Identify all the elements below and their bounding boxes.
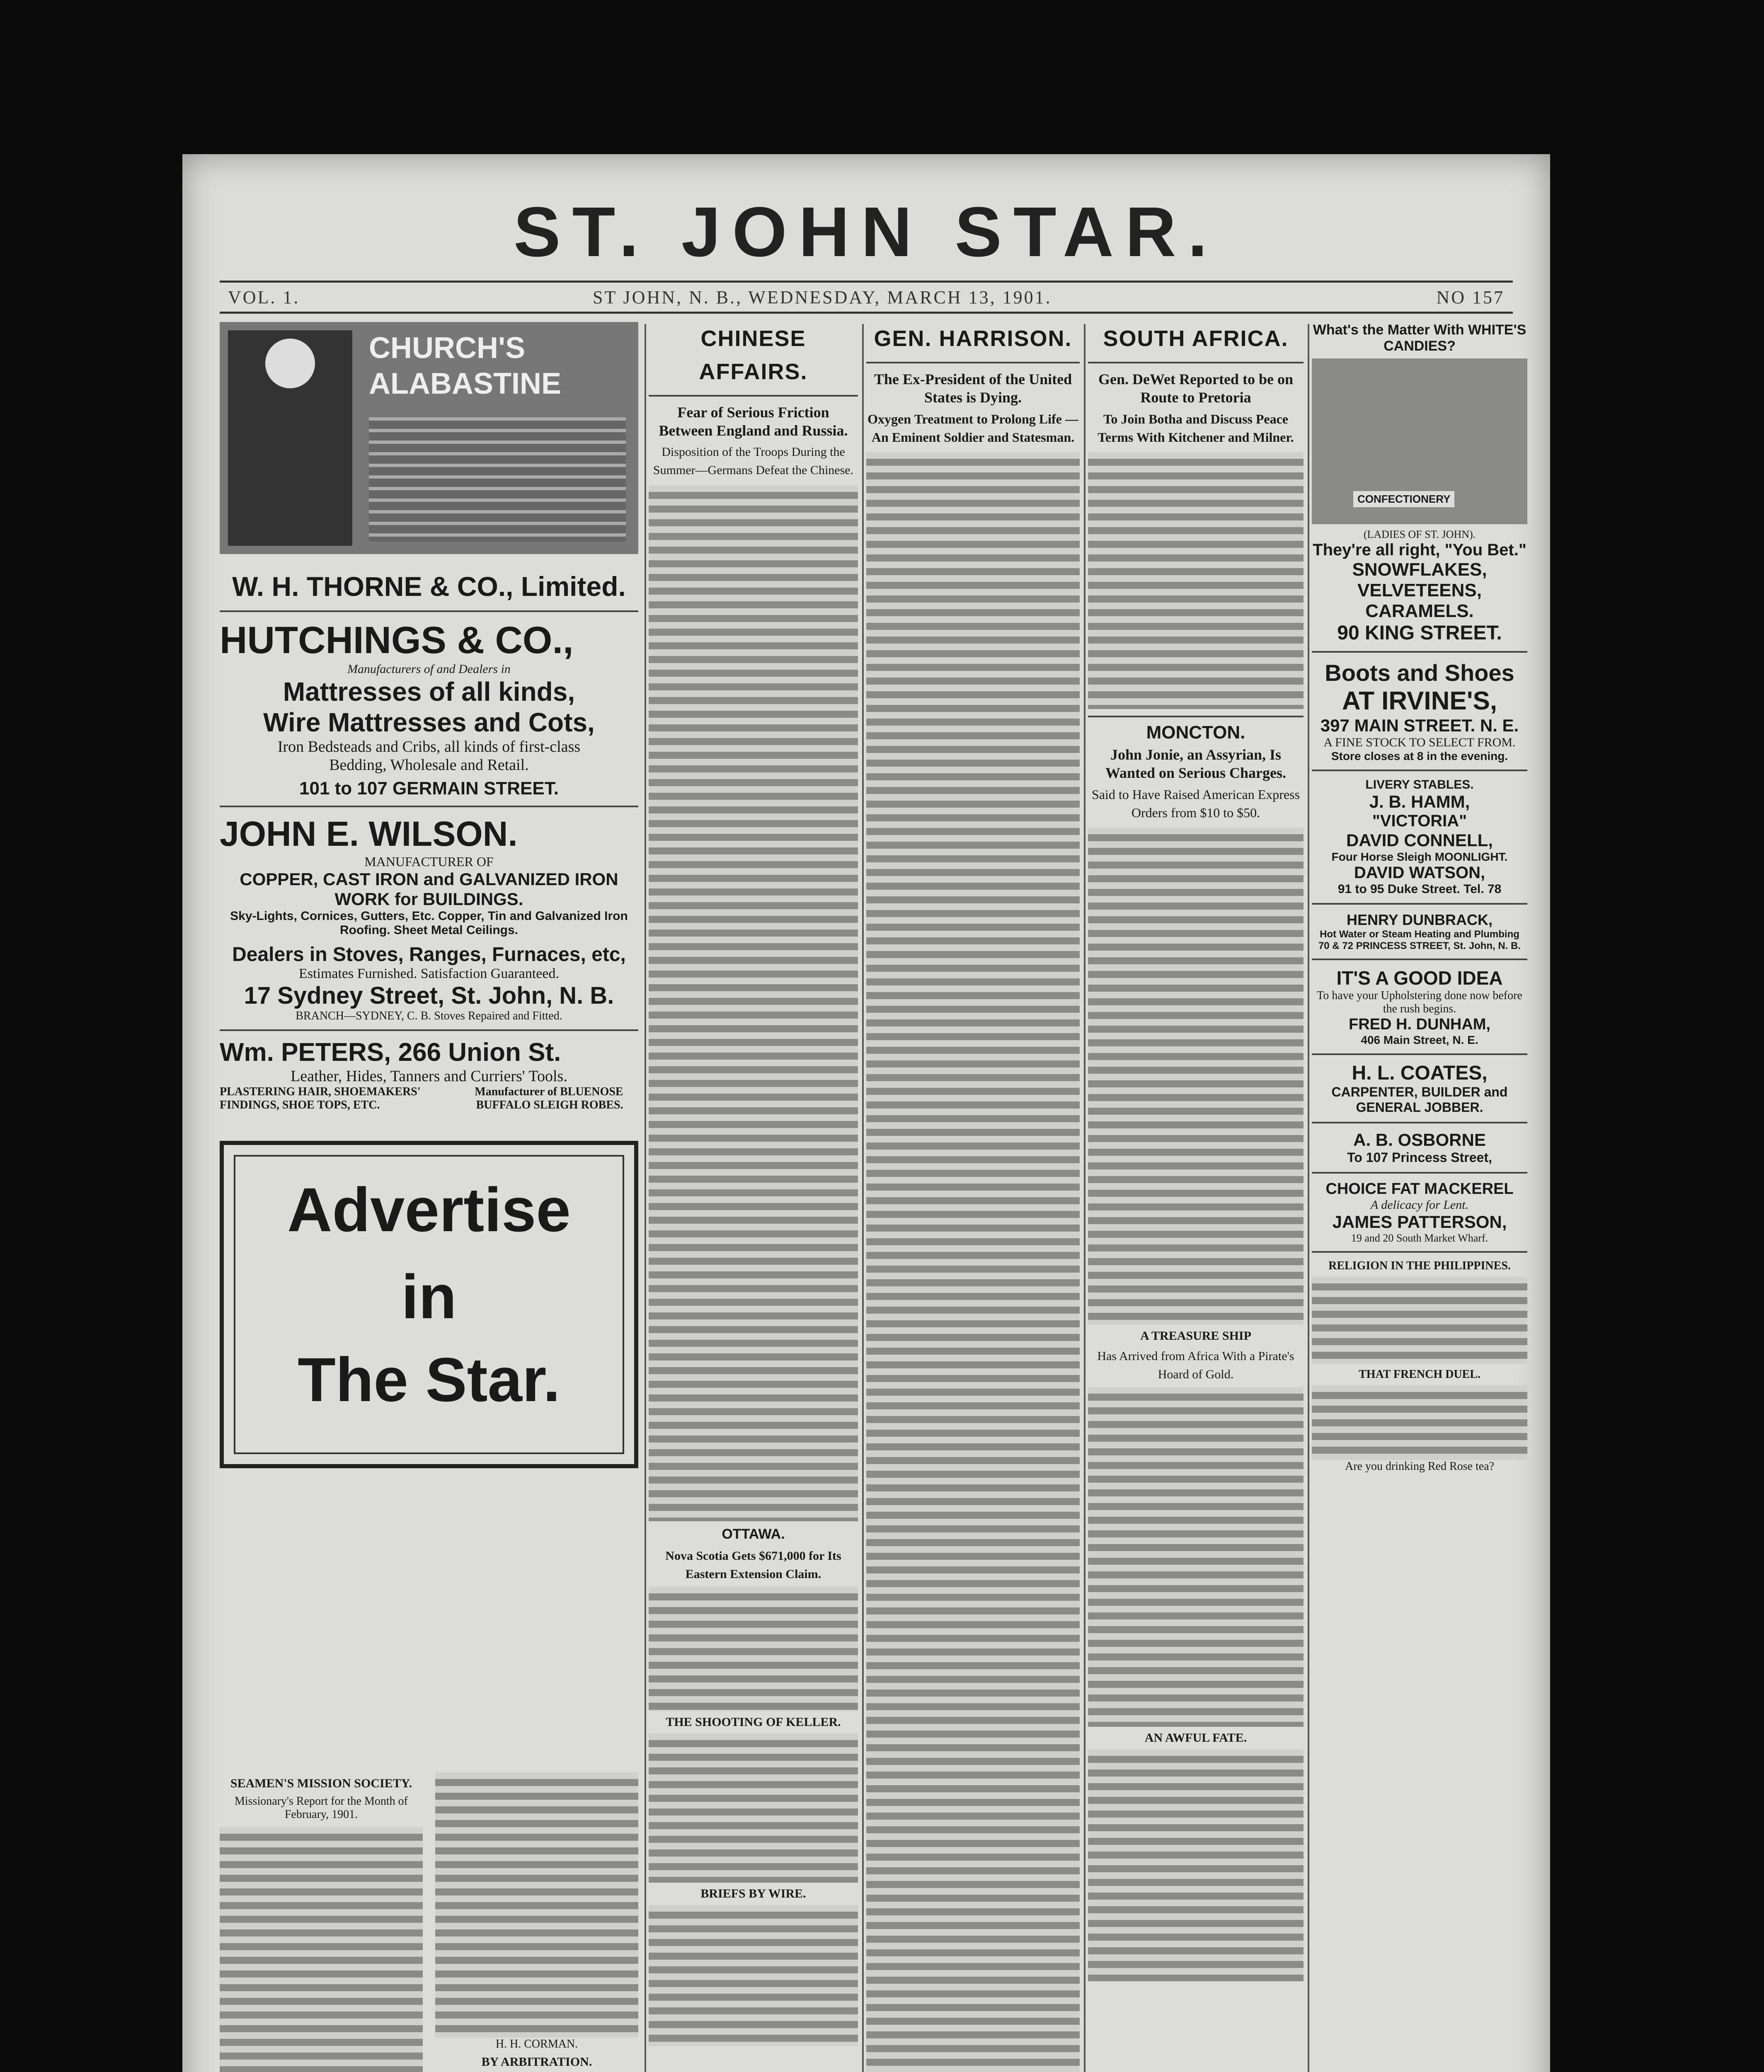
chinese-title: CHINESE AFFAIRS.: [699, 326, 808, 384]
ladies-caption: (LADIES OF ST. JOHN).: [1363, 528, 1476, 540]
all-right-line: They're all right, "You Bet.": [1313, 541, 1527, 559]
wilson-line5: Estimates Furnished. Satisfaction Guaranteed.: [299, 966, 559, 981]
keller-body-text: [649, 1733, 858, 1883]
irvine-name: AT IRVINE'S,: [1342, 687, 1497, 715]
south-africa-deck-2: To Join Botha and Discuss Peace Terms With Kitchener and Milner.: [1098, 411, 1294, 445]
alabastine-ad: [220, 322, 638, 554]
treasure-title: A TREASURE SHIP: [1140, 1329, 1251, 1343]
wilson-ad: [220, 814, 638, 1023]
chinese-deck-2: Disposition of the Troops During the Summer—Germans Defeat the Chinese.: [653, 445, 854, 477]
newspaper-page: [182, 154, 1550, 2072]
issue-number: NO 157: [1436, 287, 1505, 307]
wilson-address: 17 Sydney Street, St. John, N. B.: [244, 982, 614, 1009]
advertise-word: Advertise: [287, 1175, 571, 1244]
alabastine-text: [369, 417, 626, 542]
moon-face-icon: [265, 339, 315, 388]
boots-title: Boots and Shoes: [1325, 660, 1514, 686]
irvine-stock: A FINE STOCK TO SELECT FROM.: [1323, 736, 1516, 749]
connell-name: DAVID CONNELL,: [1346, 830, 1493, 850]
moncton-deck-1: John Jonie, an Assyrian, Is Wanted on Serious Charges.: [1105, 746, 1287, 781]
upholstering: To have your Upholstering done now before the rush begins.: [1317, 989, 1522, 1015]
peters-line1: Leather, Hides, Tanners and Curriers' Tools.: [291, 1067, 567, 1085]
livery-heading: LIVERY STABLES.: [1365, 778, 1474, 792]
advertise-the-star: The Star.: [298, 1345, 560, 1414]
hutchings-name: HUTCHINGS & CO.,: [220, 619, 574, 661]
patterson-address: 19 and 20 South Market Wharf.: [1351, 1232, 1488, 1244]
hutchings-line1: Mattresses of all kinds,: [283, 677, 575, 707]
donations-text: [435, 1772, 638, 2038]
thorne-ad: W. H. THORNE & CO., Limited.: [232, 571, 626, 602]
right-advertisements: [1312, 322, 1527, 2072]
advertise-in: in: [401, 1262, 457, 1331]
south-africa-body-text: [1088, 452, 1304, 709]
wilson-sub: MANUFACTURER OF: [364, 854, 494, 869]
briefs-body-text: [649, 1905, 858, 2046]
watson-address: 91 to 95 Duke Street. Tel. 78: [1338, 882, 1502, 896]
candies-heading: What's the Matter With WHITE'S CANDIES?: [1313, 322, 1527, 354]
ad-illustration: [228, 330, 352, 546]
seamens-title: SEAMEN'S MISSION SOCIETY.: [230, 1777, 412, 1790]
velveteens: VELVETEENS,: [1357, 580, 1482, 600]
hutchings-ad: [220, 619, 638, 799]
south-africa-deck-1: Gen. DeWet Reported to be on Route to Pretoria: [1098, 371, 1293, 406]
masthead: ST. JOHN STAR.: [514, 193, 1219, 271]
peters-name: Wm. PETERS, 266 Union St.: [220, 1038, 561, 1067]
dunbrack-address: 70 & 72 PRINCESS STREET, St. John, N. B.: [1318, 940, 1521, 951]
seamens-signature: H. H. CORMAN.: [495, 2038, 578, 2050]
watson-name: DAVID WATSON,: [1354, 864, 1485, 882]
harrison-title: GEN. HARRISON.: [874, 326, 1072, 351]
irvine-closes: Store closes at 8 in the evening.: [1331, 750, 1508, 762]
wilson-name: JOHN E. WILSON.: [220, 814, 518, 853]
peters-ad: [220, 1038, 638, 1112]
dunbrack-name: HENRY DUNBRACK,: [1346, 911, 1493, 928]
alabastine-title: CHURCH'S ALABASTINE: [369, 332, 561, 400]
treasure-body-text: [1088, 1387, 1304, 1727]
chinese-deck-1: Fear of Serious Friction Between England and Russia.: [659, 404, 848, 439]
wilson-line1: COPPER, CAST IRON and GALVANIZED IRON: [240, 869, 618, 889]
victoria-sleigh: "VICTORIA": [1372, 812, 1467, 830]
chinese-body-text: [649, 485, 858, 1521]
south-africa-column: [1088, 322, 1304, 2072]
hutchings-line4: Bedding, Wholesale and Retail.: [329, 756, 529, 774]
left-advertisements: [220, 322, 638, 2072]
osborne-name: A. B. OSBORNE: [1353, 1130, 1486, 1150]
wilson-line3: Sky-Lights, Cornices, Gutters, Etc. Copper, Tin and Galvanized Iron Roofing. Sheet Metal Ceilings.: [230, 909, 628, 937]
moonlight-sleigh: Four Horse Sleigh MOONLIGHT.: [1331, 850, 1508, 863]
mackerel-ad: CHOICE FAT MACKEREL: [1325, 1180, 1514, 1198]
south-africa-title: SOUTH AFRICA.: [1103, 326, 1289, 351]
advertise-box: [220, 1141, 638, 1468]
mackerel-sub: A delicacy for Lent.: [1370, 1198, 1469, 1212]
hutchings-sub: Manufacturers of and Dealers in: [347, 662, 511, 676]
ottawa-deck: Nova Scotia Gets $671,000 for Its Eastern Extension Claim.: [665, 1549, 841, 1581]
volume-number: VOL. 1.: [228, 287, 300, 307]
arbitration-column: [435, 1772, 638, 2072]
briefs-title: BRIEFS BY WIRE.: [700, 1887, 806, 1900]
wilson-line4: Dealers in Stoves, Ranges, Furnaces, etc,: [232, 944, 626, 966]
religion-title: RELIGION IN THE PHILIPPINES.: [1328, 1259, 1511, 1272]
king-street: 90 KING STREET.: [1337, 622, 1502, 644]
hutchings-line3: Iron Bedsteads and Cribs, all kinds of first-class: [277, 738, 581, 755]
coates-name: H. L. COATES,: [1352, 1062, 1488, 1084]
osborne-address: To 107 Princess Street,: [1347, 1150, 1492, 1165]
treasure-deck: Has Arrived from Africa With a Pirate's Hoard of Gold.: [1097, 1349, 1294, 1381]
moncton-deck-2: Said to Have Raised American Express Orders from $10 to $50.: [1091, 787, 1300, 820]
seamens-sub: Missionary's Report for the Month of February, 1901.: [234, 1795, 408, 1821]
snowflakes: SNOWFLAKES,: [1352, 559, 1487, 580]
coates-sub: CARPENTER, BUILDER and GENERAL JOBBER.: [1331, 1084, 1508, 1115]
harrison-body-text: [866, 452, 1080, 2072]
peters-line2: PLASTERING HAIR, SHOEMAKERS' FINDINGS, SHOE TOPS, ETC.: [220, 1085, 421, 1111]
place-date: ST JOHN, N. B., WEDNESDAY, MARCH 13, 1901.: [593, 287, 1052, 307]
irvine-address: 397 MAIN STREET. N. E.: [1320, 716, 1519, 735]
awful-fate-body-text: [1088, 1749, 1304, 1981]
awful-fate-title: AN AWFUL FATE.: [1144, 1731, 1247, 1745]
hutchings-line2: Wire Mattresses and Cots,: [263, 707, 595, 737]
dunham-name: FRED H. DUNHAM,: [1349, 1016, 1490, 1033]
red-rose-tea: Are you drinking Red Rose tea?: [1345, 1460, 1495, 1473]
wilson-branch: BRANCH—SYDNEY, C. B. Stoves Repaired and Fitted.: [296, 1009, 562, 1022]
seamens-mission-article: [220, 1772, 423, 2072]
moncton-title: MONCTON.: [1146, 722, 1245, 743]
ottawa-body-text: [649, 1587, 858, 1711]
keller-title: THE SHOOTING OF KELLER.: [666, 1715, 841, 1729]
caramels: CARAMELS.: [1365, 601, 1474, 621]
hutchings-address: 101 to 107 GERMAIN STREET.: [299, 778, 559, 799]
religion-body-text: [1312, 1277, 1527, 1364]
moncton-body-text: [1088, 828, 1304, 1325]
dunham-address: 406 Main Street, N. E.: [1361, 1034, 1478, 1046]
harrison-column: [866, 322, 1080, 2072]
good-idea: IT'S A GOOD IDEA: [1336, 967, 1503, 989]
dateline: [220, 281, 1513, 314]
harrison-deck-2: Oxygen Treatment to Prolong Life —An Eminent Soldier and Statesman.: [867, 411, 1078, 445]
patterson-name: JAMES PATTERSON,: [1332, 1212, 1507, 1232]
chinese-affairs-column: [649, 322, 858, 2072]
hamm-name: J. B. HAMM,: [1369, 792, 1470, 811]
wilson-line2: WORK for BUILDINGS.: [334, 889, 523, 909]
peters-line3: Manufacturer of BLUENOSE BUFFALO SLEIGH ROBES.: [475, 1085, 623, 1111]
harrison-deck-1: The Ex-President of the United States is Dying.: [874, 371, 1072, 406]
dunbrack-sub: Hot Water or Steam Heating and Plumbing: [1320, 929, 1519, 940]
confectionery-label: CONFECTIONERY: [1353, 491, 1454, 507]
seamens-body-text: [220, 1827, 423, 2072]
duel-body-text: [1312, 1385, 1527, 1460]
candies-illustration: [1312, 358, 1527, 524]
ottawa-title: OTTAWA.: [722, 1526, 785, 1542]
arbitration-title: BY ARBITRATION.: [481, 2055, 592, 2069]
duel-title: THAT FRENCH DUEL.: [1359, 1368, 1480, 1381]
